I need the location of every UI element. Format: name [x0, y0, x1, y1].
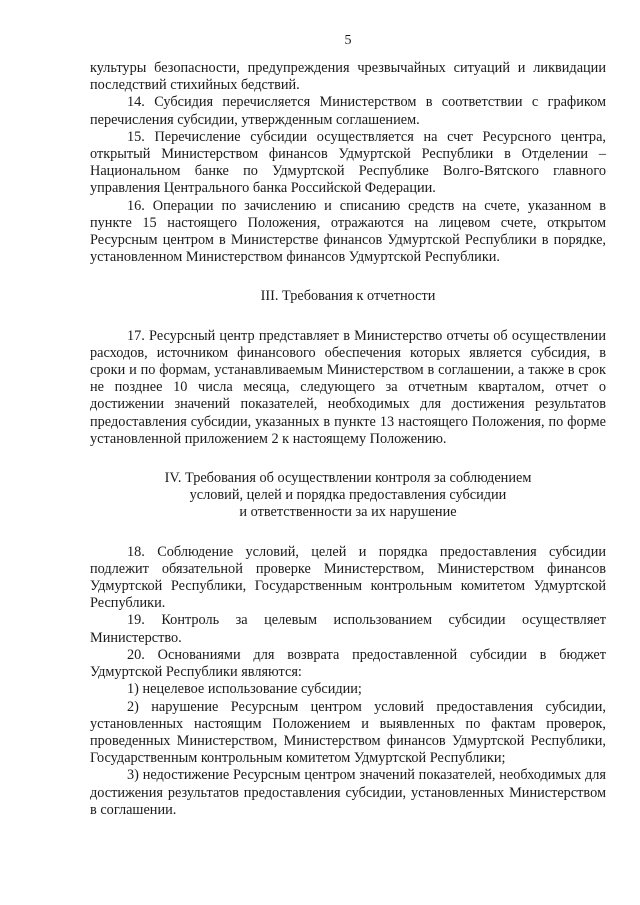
document-body	[90, 60, 606, 819]
list-item-1: 1) нецелевое использование субсидии;	[127, 681, 362, 698]
list-item-3: 3) недостижение Ресурсным центром значений показателей, необходимых для достижения результатов предоставления субсидии, установленных Министерством в соглашении.	[90, 767, 606, 818]
paragraph-19: 19. Контроль за целевым использованием субсидии осуществляет Министерство.	[90, 612, 606, 646]
section-3-heading: III. Требования к отчетности	[260, 288, 436, 305]
paragraph-13-continuation: культуры безопасности, предупреждения чрезвычайных ситуаций и ликвидации последствий стихийных бедствий.	[90, 60, 606, 94]
section-4-heading-line-2: условий, целей и порядка предоставления субсидии	[189, 487, 507, 504]
paragraph-18: 18. Соблюдение условий, целей и порядка предоставления субсидии подлежит обязательной проверке Министерством, Министерством финансов Удмуртской Республики, Государственным контрольным комитетом Удмуртской Республики.	[90, 543, 606, 612]
paragraph-17: 17. Ресурсный центр представляет в Министерство отчеты об осуществлении расходов, источником финансового обеспечения которых является субсидия, в сроки и по формам, устанавливаемым Министерством в соглашении, а также в срок не позднее 10 числа месяца, следующего за отчетным кварталом, отчет о достижении значений показателей, необходимых для достижения результатов предоставления субсидии, указанных в пункте 13 настоящего Положения, по форме установленной приложением 2 к настоящему Положению.	[90, 327, 606, 447]
section-4-heading-line-3: и ответственности за их нарушение	[239, 504, 457, 521]
list-item-2: 2) нарушение Ресурсным центром условий предоставления субсидии, установленных настоящим Положением и выявленных по фактам проверок, проведенных Министерством, Министерством финансов Удмуртской Республики, Государственным контрольным комитетом Удмуртской Республики;	[90, 698, 606, 767]
page-number: 5	[344, 33, 352, 48]
paragraph-16: 16. Операции по зачислению и списанию средств на счете, указанном в пункте 15 настоящего Положения, отражаются на лицевом счете, открытом Ресурсным центром в Министерстве финансов Удмуртской Республики в порядке, установленном Министерством финансов Удмуртской Республики.	[90, 197, 606, 266]
paragraph-15: 15. Перечисление субсидии осуществляется на счет Ресурсного центра, открытый Министерством финансов Удмуртской Республики в Отделении – Национальном банке по Удмуртской Республике Волго-Вятского главного управления Центрального банка Российской Федерации.	[90, 128, 606, 197]
paragraph-14: 14. Субсидия перечисляется Министерством в соответствии с графиком перечисления субсидии, утвержденным соглашением.	[90, 94, 606, 128]
paragraph-20: 20. Основаниями для возврата предоставленной субсидии в бюджет Удмуртской Республики являются:	[90, 646, 606, 681]
section-4-heading-line-1: IV. Требования об осуществлении контроля за соблюдением	[164, 470, 532, 487]
section-4-heading	[90, 470, 606, 522]
